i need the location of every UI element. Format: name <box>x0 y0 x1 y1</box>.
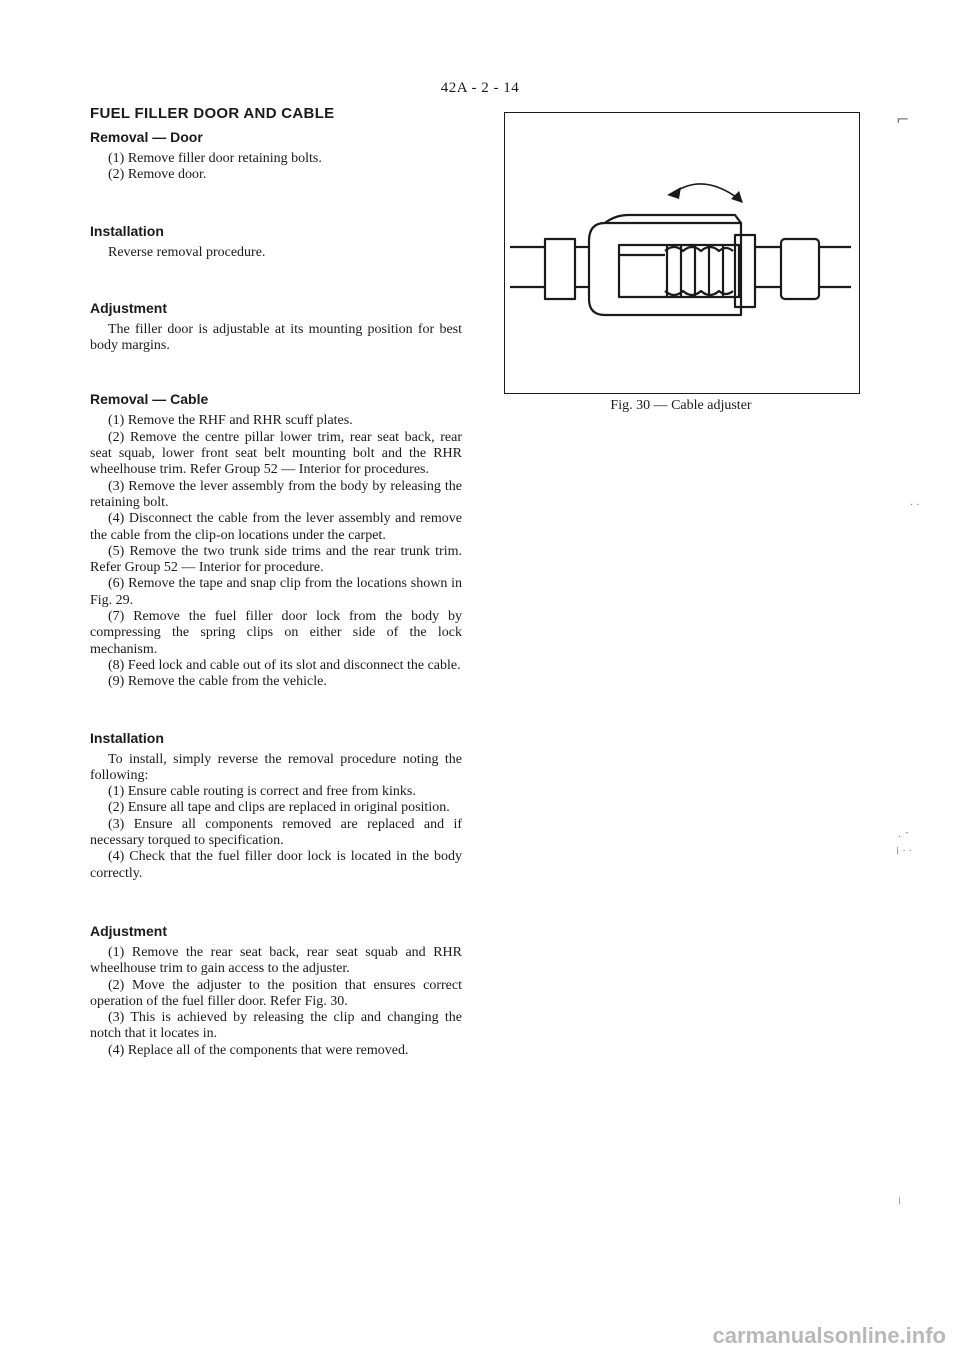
section-heading: Installation <box>90 729 164 746</box>
step: (8) Feed lock and cable out of its slot and disconnect the cable. <box>108 657 461 673</box>
paragraph: The filler door is adjustable at its mounting position for best body margins. <box>90 321 462 354</box>
cable-adjuster-illustration <box>505 113 859 393</box>
step: (3) Ensure all components removed are replaced and if necessary torqued to specification. <box>90 816 462 849</box>
step: (3) This is achieved by releasing the clip and changing the notch that it locates in. <box>90 1010 462 1042</box>
step: (2) Remove door. <box>108 167 207 183</box>
step: (4) Replace all of the components that were removed. <box>108 1042 409 1058</box>
step: (4) Check that the fuel filler door lock is located in the body correctly. <box>90 849 462 881</box>
section-removal-cable <box>90 390 462 690</box>
section-adjustment-door <box>90 299 462 355</box>
scan-speck: ⁞ <box>898 1196 902 1207</box>
step: (7) Remove the fuel filler door lock from the body by compressing the spring clips on either side of the lock mechanism. <box>90 609 462 657</box>
section-heading: Adjustment <box>90 922 167 939</box>
section-heading: Removal — Cable <box>90 391 209 408</box>
section-installation-cable <box>90 729 462 882</box>
scan-speck: · · <box>910 500 920 511</box>
section-heading: Adjustment <box>90 299 167 316</box>
step: (4) Disconnect the cable from the lever assembly and remove the cable from the clip-on locations under the carpet. <box>90 511 462 543</box>
page-title: FUEL FILLER DOOR AND CABLE <box>90 105 335 122</box>
step: (2) Ensure all tape and clips are replaced in original position. <box>108 800 450 816</box>
page-number: 42A - 2 - 14 <box>440 80 520 96</box>
step: (1) Remove the rear seat back, rear seat squab and RHR wheelhouse trim to gain access to the adjuster. <box>90 944 462 977</box>
figure-caption: Fig. 30 — Cable adjuster <box>610 398 752 413</box>
watermark: carmanualsonline.info <box>712 1323 946 1348</box>
step: (1) Remove filler door retaining bolts. <box>108 151 322 166</box>
step: (1) Remove the RHF and RHR scuff plates. <box>108 413 353 429</box>
step: (9) Remove the cable from the vehicle. <box>108 674 327 690</box>
step: (1) Ensure cable routing is correct and free from kinks. <box>108 784 416 800</box>
scan-speck: ⌐ <box>896 110 910 129</box>
step: (5) Remove the two trunk side trims and the rear trunk trim. Refer Group 52 — Interior for procedure. <box>90 543 462 576</box>
paragraph: Reverse removal procedure. <box>108 244 266 260</box>
section-heading: Removal — Door <box>90 129 203 145</box>
step: (2) Remove the centre pillar lower trim, rear seat back, rear seat squab, lower front seat belt mounting bolt and the RHR wheelhouse trim. Refer Group 52 — Interior for procedures. <box>90 429 462 478</box>
scan-speck: ⁞ · · <box>896 846 912 857</box>
section-removal-door <box>90 128 462 184</box>
step: (3) Remove the lever assembly from the body by releasing the retaining bolt. <box>90 478 462 510</box>
scan-speck: · ˉ <box>898 832 910 843</box>
step: (6) Remove the tape and snap clip from the locations shown in Fig. 29. <box>90 576 462 608</box>
step: (2) Move the adjuster to the position that ensures correct operation of the fuel filler door. Refer Fig. 30. <box>90 977 462 1009</box>
section-adjustment-cable <box>90 922 462 1059</box>
section-heading: Installation <box>90 222 164 239</box>
section-installation-door <box>90 222 462 261</box>
paragraph: To install, simply reverse the removal procedure noting the following: <box>90 751 462 783</box>
left-column <box>90 104 462 1059</box>
cable-adjuster-figure <box>504 112 860 394</box>
